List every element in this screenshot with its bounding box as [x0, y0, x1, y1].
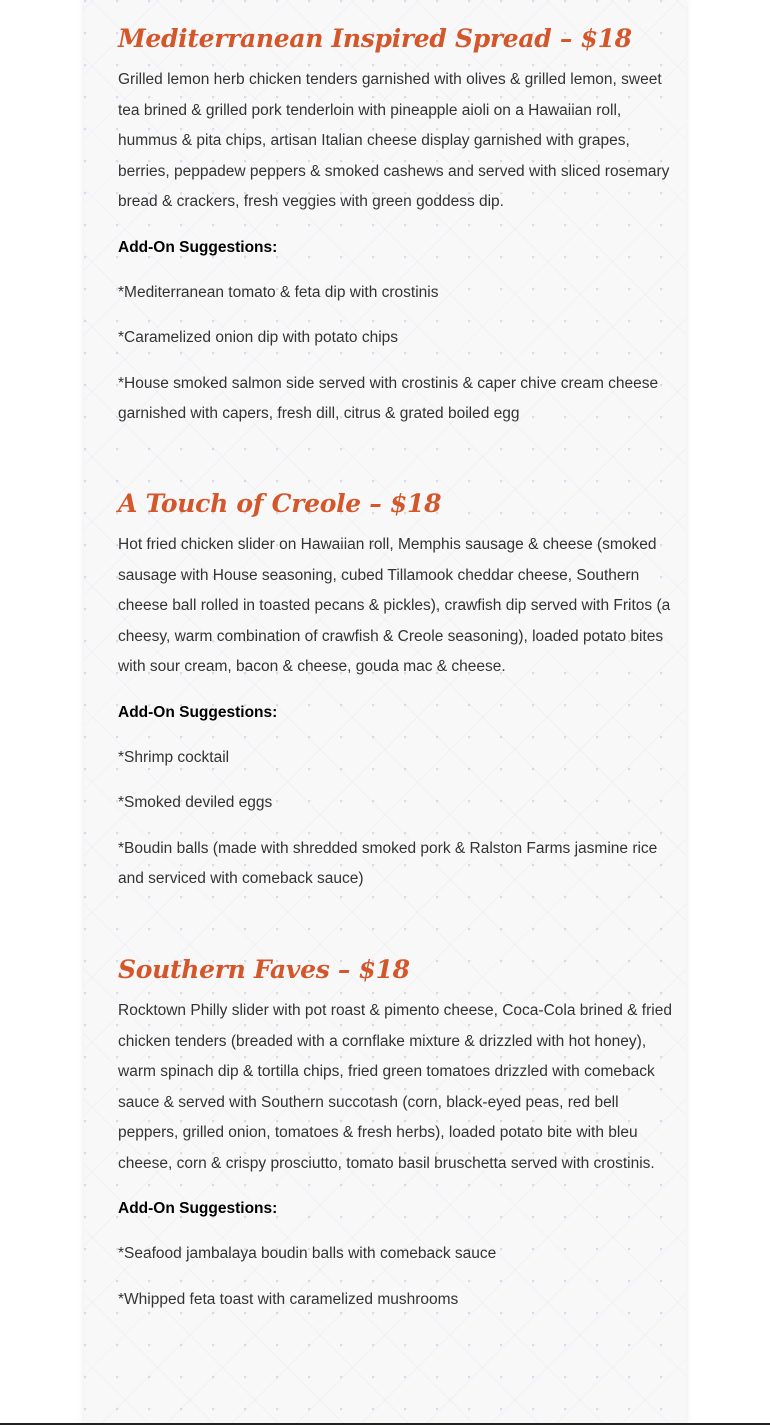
addon-heading: Add-On Suggestions: — [118, 703, 278, 721]
section-title: Southern Faves – $18 — [118, 955, 410, 984]
section-description: Grilled lemon herb chicken tenders garnished with olives & grilled lemon, sweet tea brined & grilled pork tenderloin with pineapple aioli on a Hawaiian roll, hummus & pita chips, artisan Italian cheese display garnished with grapes, berries, peppadew peppers & smoked cashews and served with sliced rosemary bread & crackers, fresh veggies with green goddess dip. — [118, 71, 670, 210]
addon-item: *Mediterranean tomato & feta dip with crostinis — [118, 283, 439, 301]
section-title: Mediterranean Inspired Spread – $18 — [118, 24, 632, 53]
addon-item: *Seafood jambalaya boudin balls with comeback sauce — [118, 1245, 497, 1262]
addon-item: *House smoked salmon side served with crostinis & caper chive cream cheese garnished with capers, fresh dill, citrus & grated boiled egg — [118, 374, 659, 422]
menu-section-southern — [118, 953, 673, 1315]
section-description: Hot fried chicken slider on Hawaiian roll, Memphis sausage & cheese (smoked sausage with House seasoning, cubed Tillamook cheddar cheese, Southern cheese ball rolled in toasted pecans & pickles), crawfish dip served with Fritos (a cheesy, warm combination of crawfish & Creole seasoning), loaded potato bites with sour cream, bacon & cheese, gouda mac & cheese. — [118, 536, 671, 675]
addon-heading: Add-On Suggestions: — [118, 238, 278, 256]
menu-section-creole — [118, 487, 673, 895]
addon-item: *Smoked deviled eggs — [118, 794, 273, 811]
addon-item: *Boudin balls (made with shredded smoked pork & Ralston Farms jasmine rice and serviced with comeback sauce) — [118, 839, 658, 887]
addon-heading: Add-On Suggestions: — [118, 1200, 278, 1217]
addon-item: *Caramelized onion dip with potato chips — [118, 329, 399, 346]
addon-item: *Shrimp cocktail — [118, 748, 230, 766]
addon-item: *Whipped feta toast with caramelized mushrooms — [118, 1290, 459, 1308]
menu-section-mediterranean — [118, 22, 673, 430]
section-description: Rocktown Philly slider with pot roast & pimento cheese, Coca-Cola brined & fried chicken tenders (breaded with a cornflake mixture & drizzled with hot honey), warm spinach dip & tortilla chips, fried green tomatoes drizzled with comeback sauce & served with Southern succotash (corn, black-eyed peas, red bell peppers, grilled onion, tomatoes & fresh herbs), loaded potato bite with bleu cheese, corn & crispy prosciutto, tomato basil bruschetta served with crostinis. — [118, 1002, 672, 1172]
section-title: A Touch of Creole – $18 — [118, 489, 442, 518]
